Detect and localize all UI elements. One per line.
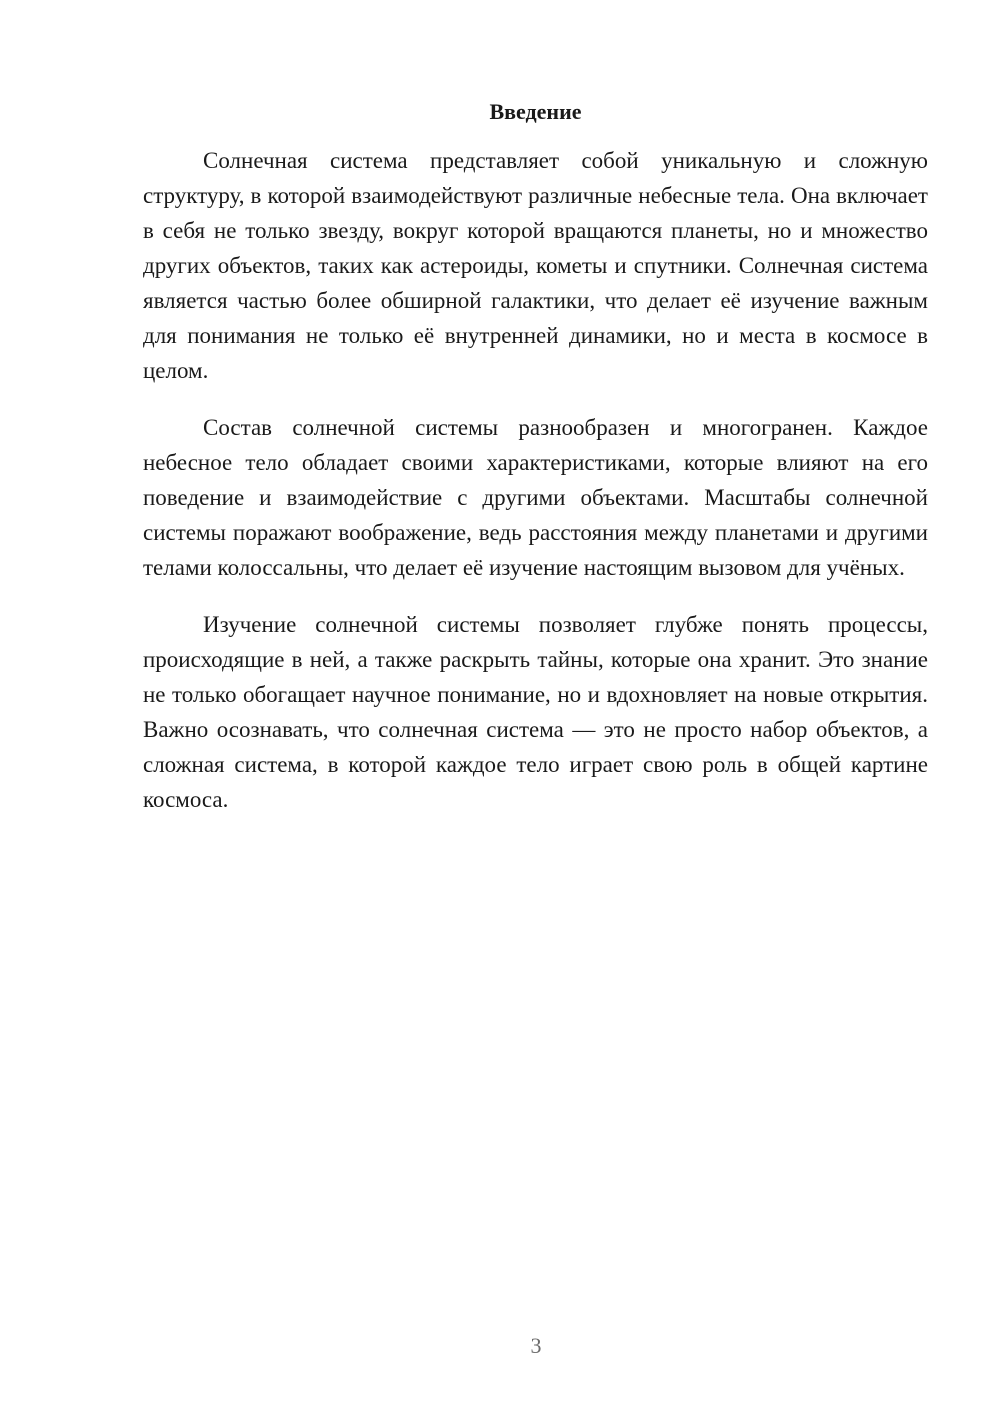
page-number: 3 — [530, 1333, 542, 1358]
paragraph-2: Состав солнечной системы разнообразен и многогранен. Каждое небесное тело обладает своими характеристиками, которые влияют на его поведение и взаимодействие с другими объектами. Масштабы солнечной системы поражают воображение, ведь расстояния между планетами и другими телами колоссальны, что делает её изучение настоящим вызовом для учёных. — [143, 415, 928, 580]
section-title: Введение — [489, 99, 582, 124]
paragraph-3: Изучение солнечной системы позволяет глубже понять процессы, происходящие в ней, а также раскрыть тайны, которые она хранит. Это знание не только обогащает научное понимание, но и вдохновляет на новые открытия. Важно осознавать, что солнечная система — это не просто набор объектов, а сложная система, в которой каждое тело играет свою роль в общей картине космоса. — [143, 612, 928, 812]
body-text — [143, 143, 928, 839]
paragraph-1: Солнечная система представляет собой уникальную и сложную структуру, в которой взаимодействуют различные небесные тела. Она включает в себя не только звезду, вокруг которой вращаются планеты, но и множество других объектов, таких как астероиды, кометы и спутники. Солнечная система является частью более обширной галактики, что делает её изучение важным для понимания не только её внутренней динамики, но и места в космосе в целом. — [143, 148, 928, 383]
